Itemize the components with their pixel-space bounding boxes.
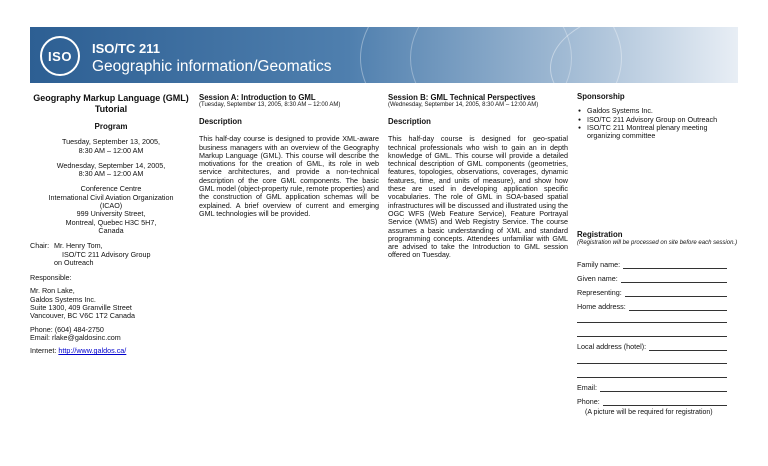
- header-banner: [30, 27, 738, 83]
- responsible-label: Responsible:: [30, 273, 72, 283]
- email-field[interactable]: [577, 384, 727, 392]
- date-2: Wednesday, September 14, 2005,: [56, 160, 166, 170]
- phone-field[interactable]: [577, 398, 727, 406]
- session-a-column: [199, 93, 379, 218]
- banner-org: ISO/TC 211: [92, 41, 160, 56]
- responsible-line: Vancouver, BC V6C 1T2 Canada: [30, 311, 135, 321]
- local-address-line-3[interactable]: [577, 377, 727, 378]
- phone-line: Phone: (604) 484-2750: [30, 324, 104, 334]
- chair-line: ISO/TC 211 Advisory Group: [62, 249, 151, 259]
- local-address-label: Local address (hotel):: [577, 342, 647, 351]
- time-1: 8:30 AM – 12:00 AM: [78, 145, 144, 155]
- sponsorship-registration-column: [577, 93, 739, 433]
- internet-label: Internet:: [30, 346, 57, 356]
- sponsor-list: [577, 107, 739, 140]
- responsible-line: Suite 1300, 409 Granville Street: [30, 303, 132, 313]
- phone-label: Phone:: [577, 397, 600, 406]
- registration-note: (Registration will be processed on site before each session.): [577, 240, 738, 246]
- home-address-line-3[interactable]: [577, 336, 727, 337]
- family-name-label: Family name:: [577, 260, 621, 269]
- website-link[interactable]: http://www.galdos.ca/: [58, 346, 127, 356]
- venue-line: Canada: [98, 225, 124, 235]
- representing-label: Representing:: [577, 288, 622, 297]
- banner-subtitle: Geographic information/Geomatics: [92, 58, 332, 75]
- venue-line: 999 University Street,: [76, 209, 146, 219]
- tutorial-title: Geography Markup Language (GML) Tutorial: [33, 93, 189, 114]
- session-a-date: (Tuesday, September 13, 2005, 8:30 AM – 12:00 AM): [199, 102, 341, 108]
- time-2: 8:30 AM – 12:00 AM: [78, 169, 144, 179]
- session-b-date: (Wednesday, September 14, 2005, 8:30 AM – 12:00 AM): [388, 102, 539, 108]
- home-address-line-2[interactable]: [577, 322, 727, 323]
- venue-line: (ICAO): [99, 201, 123, 211]
- chair-label: Chair:: [30, 241, 50, 251]
- internet-line: [30, 347, 192, 355]
- arc-graphic: [550, 27, 738, 83]
- local-address-line-2[interactable]: [577, 363, 727, 364]
- representing-field[interactable]: [577, 289, 727, 297]
- registration-heading: Registration: [577, 230, 623, 239]
- sponsor-item: ● ISO/TC 211 Advisory Group on Outreach: [585, 116, 739, 124]
- session-b-title: Session B: GML Technical Perspectives: [388, 93, 536, 102]
- email-label: Email:: [577, 383, 597, 392]
- picture-note: (A picture will be required for registration): [585, 409, 713, 416]
- program-label: Program: [94, 122, 128, 131]
- session-b-column: [388, 93, 568, 260]
- sponsor-item: ● ISO/TC 211 Montreal plenary meeting organizing committee: [585, 124, 739, 141]
- venue-line: Conference Centre: [80, 184, 142, 194]
- session-a-description: This half-day course is designed to provide XML-aware business managers with an overview of the Geography Markup Language (GML). This course will describe the motivations for the creation of GML, its role in web service architectures, and provide a non-technical description of the core GML components. The basic GML model (object-property rule, remote properties) and the construction of GML application schemas will be explained. A brief overview of current and emerging GML technologies will be provided.: [199, 134, 379, 218]
- chair-line: Mr. Henry Tom,: [54, 241, 103, 251]
- home-address-label: Home address:: [577, 302, 626, 311]
- family-name-field[interactable]: [577, 261, 727, 269]
- chair-line: on Outreach: [54, 257, 94, 267]
- venue-line: Montreal, Quebec H3C 5H7,: [65, 217, 157, 227]
- given-name-label: Given name:: [577, 274, 618, 283]
- iso-logo-icon: ISO: [40, 36, 80, 76]
- globe-graphic-inner: [410, 27, 572, 83]
- session-a-description-heading: Description: [199, 117, 242, 126]
- email-line: Email: rlake@galdosinc.com: [30, 332, 121, 342]
- responsible-line: Mr. Ron Lake,: [30, 286, 75, 296]
- session-a-title: Session A: Introduction to GML: [199, 93, 316, 102]
- chair-block: [30, 242, 192, 267]
- sponsor-item: ● Galdos Systems Inc.: [585, 107, 739, 115]
- session-b-description: This half-day course is designed for geo-spatial technical professionals who wish to gain an in depth knowledge of GML. This course will provide a detailed technical description of GML components (geometries, features, topologies, observations, coverages, dynamic features, time, and units of measure), and show how these are used in developing application specific vocabularies. The role of GML in SOA-based spatial infrastructures will be discussed and illustrated using the OGC WFS (Web Feature Service), Feature Portrayal Service (WMS) and Web Registry Service. The course assumes a basic understanding of XML and standard programming concepts. Attendees unfamiliar with GML are advised to take the Introduction to GML session offered on Tuesday.: [388, 134, 568, 260]
- local-address-field[interactable]: [577, 343, 727, 351]
- sponsorship-heading: Sponsorship: [577, 92, 625, 101]
- program-column: [30, 93, 192, 356]
- given-name-field[interactable]: [577, 275, 727, 283]
- home-address-field[interactable]: [577, 303, 727, 311]
- session-b-description-heading: Description: [388, 117, 431, 126]
- date-1: Tuesday, September 13, 2005,: [62, 137, 160, 147]
- venue-line: International Civil Aviation Organization: [48, 192, 174, 202]
- responsible-line: Galdos Systems Inc.: [30, 294, 96, 304]
